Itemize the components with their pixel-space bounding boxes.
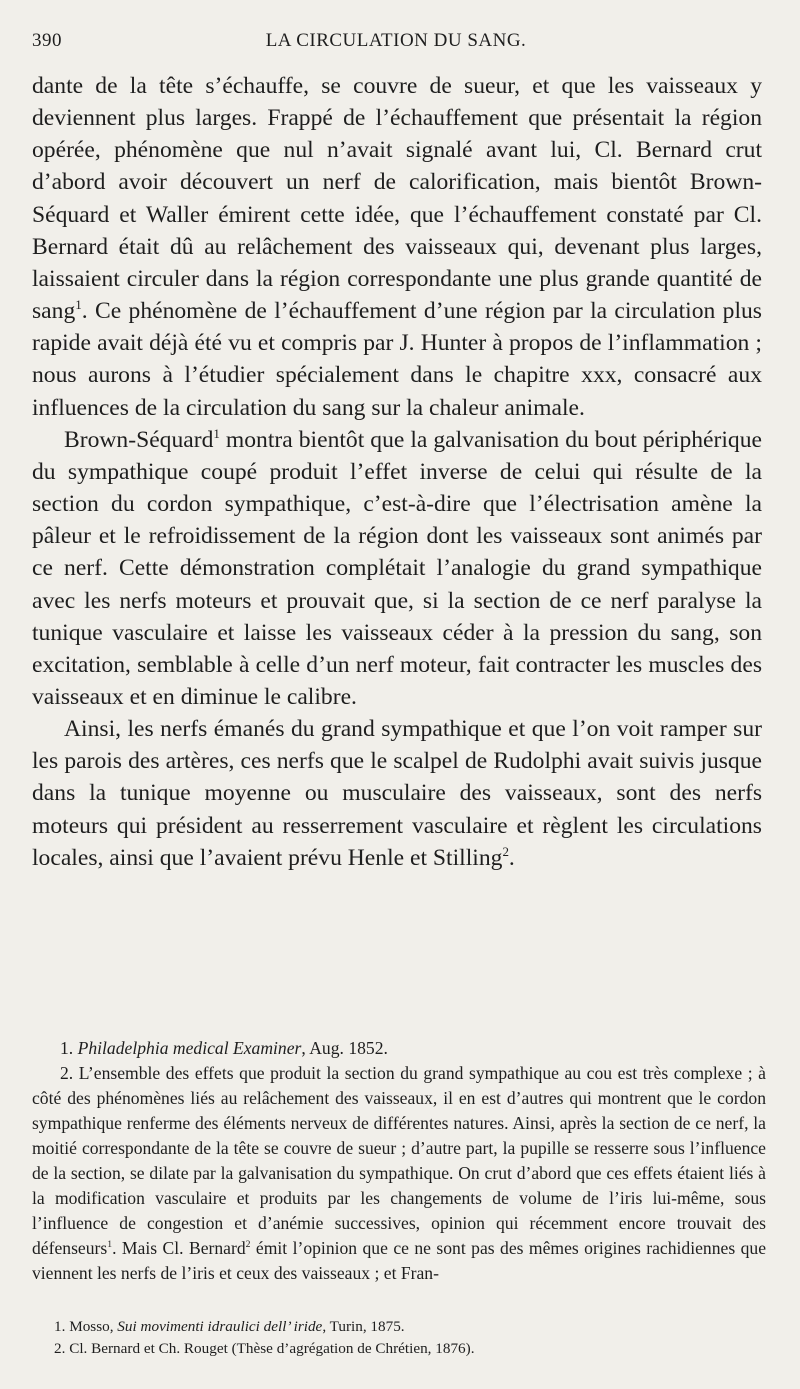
footnote-ref: 1 bbox=[107, 1239, 113, 1251]
paragraph-2: Brown-Séquard$^1$ montra bientôt que la galvanisation du bout périphérique du sympathique coupé produit l’effet inverse de celui qui résulte de la section du cordon sympathique, c’est-à-dire que l’électrisation amène la pâleur et le refroidissement de la région dont les vaisseaux sont animés par ce nerf. Cette démonstration complétait l’analogie du grand sympathique avec les nerfs moteurs et prouvait que, si la section de ce nerf paralyse la tunique vasculaire et laisse les vaisseaux céder à la pression du sang, son excitation, semblable à celle d’un nerf moteur, fait contracter les muscles des vaisseaux et en diminue le calibre. bbox=[32, 425, 762, 710]
sub-footnote-2: 2. Cl. Bernard et Ch. Rouget (Thèse d’agrégation de Chrétien, 1876). bbox=[54, 1340, 475, 1357]
main-text bbox=[32, 70, 762, 874]
footnote-ref: 1 bbox=[75, 297, 82, 313]
running-title: LA CIRCULATION DU SANG. bbox=[265, 30, 527, 51]
sub-footnote-1: 1. Mosso, Sui movimenti idraulici dell’ iride, Turin, 1875. bbox=[54, 1318, 405, 1335]
footnote-1-title: Philadelphia medical Examiner bbox=[77, 1038, 302, 1058]
footnote-ref: 2 bbox=[502, 843, 509, 859]
page-number: 390 bbox=[32, 30, 62, 51]
footnote-1: 1. Philadelphia medical Examiner, Aug. 1852. bbox=[60, 1038, 388, 1058]
page-header bbox=[32, 30, 760, 60]
footnote-ref: 2 bbox=[245, 1239, 251, 1251]
sub-footnote-1-title: Sui movimenti idraulici dell’ iride bbox=[117, 1318, 323, 1335]
footnote-ref: 1 bbox=[213, 425, 220, 441]
paragraph-1: dante de la tête s’échauffe, se couvre de sueur, et que les vaisseaux y deviennent plus larges. Frappé de l’échauffement que présentait la région opérée, phénomène que nul n’avait signalé avant lui, Cl. Bernard crut d’abord avoir découvert un nerf de calorification, mais bientôt Brown-Séquard et Waller émirent cette idée, que l’échauffement constaté par Cl. Bernard était dû au relâchement des vaisseaux qui, devenant plus larges, laissaient circuler dans la région correspondante une plus grande quantité de sang$^1$. Ce phénomène de l’échauffement d’une région par la circulation plus rapide avait déjà été vu et compris par J. Hunter à propos de l’inflammation ; nous aurons à l’étudier spécialement dans le chapitre xxx, consacré aux influences de la circulation du sang sur la chaleur animale. bbox=[32, 73, 762, 421]
footnote-2: 2. L’ensemble des effets que produit la section du grand sympathique au cou est très complexe ; à côté des phénomènes liés au relâchement des vaisseaux, il en est d’autres qui montrent que le cordon sympathique renferme des éléments nerveux de différentes natures. Ainsi, après la section de ce nerf, la moitié correspondante de la tête se couvre de sueur ; d’autre part, la pupille se resserre sous l’influence de la section, se dilate par la galvanisation du sympathique. On crut d’abord que ces effets étaient liés à la modification vasculaire et produits par les changements de volume de l’iris lui-même, sous l’influence de congestion et d’anémie successives, opinion qui récemment encore trouvait des défenseurs$^1$. Mais Cl. Bernard$^2$ émit l’opinion que ce ne sont pas des mêmes origines rachidiennes que viennent les nerfs de l’iris et ceux des vaisseaux ; et Fran- bbox=[32, 1063, 766, 1283]
sub-footnotes bbox=[32, 1316, 766, 1360]
footnotes bbox=[32, 1036, 766, 1286]
paragraph-3: Ainsi, les nerfs émanés du grand sympathique et que l’on voit ramper sur les parois des artères, ces nerfs que le scalpel de Rudolphi avait suivis jusque dans la tunique moyenne ou musculaire des vaisseaux, sont des nerfs moteurs qui président au resserrement vasculaire et règlent les circulations locales, ainsi que l’avaient prévu Henle et Stilling$^2$. bbox=[32, 716, 762, 871]
